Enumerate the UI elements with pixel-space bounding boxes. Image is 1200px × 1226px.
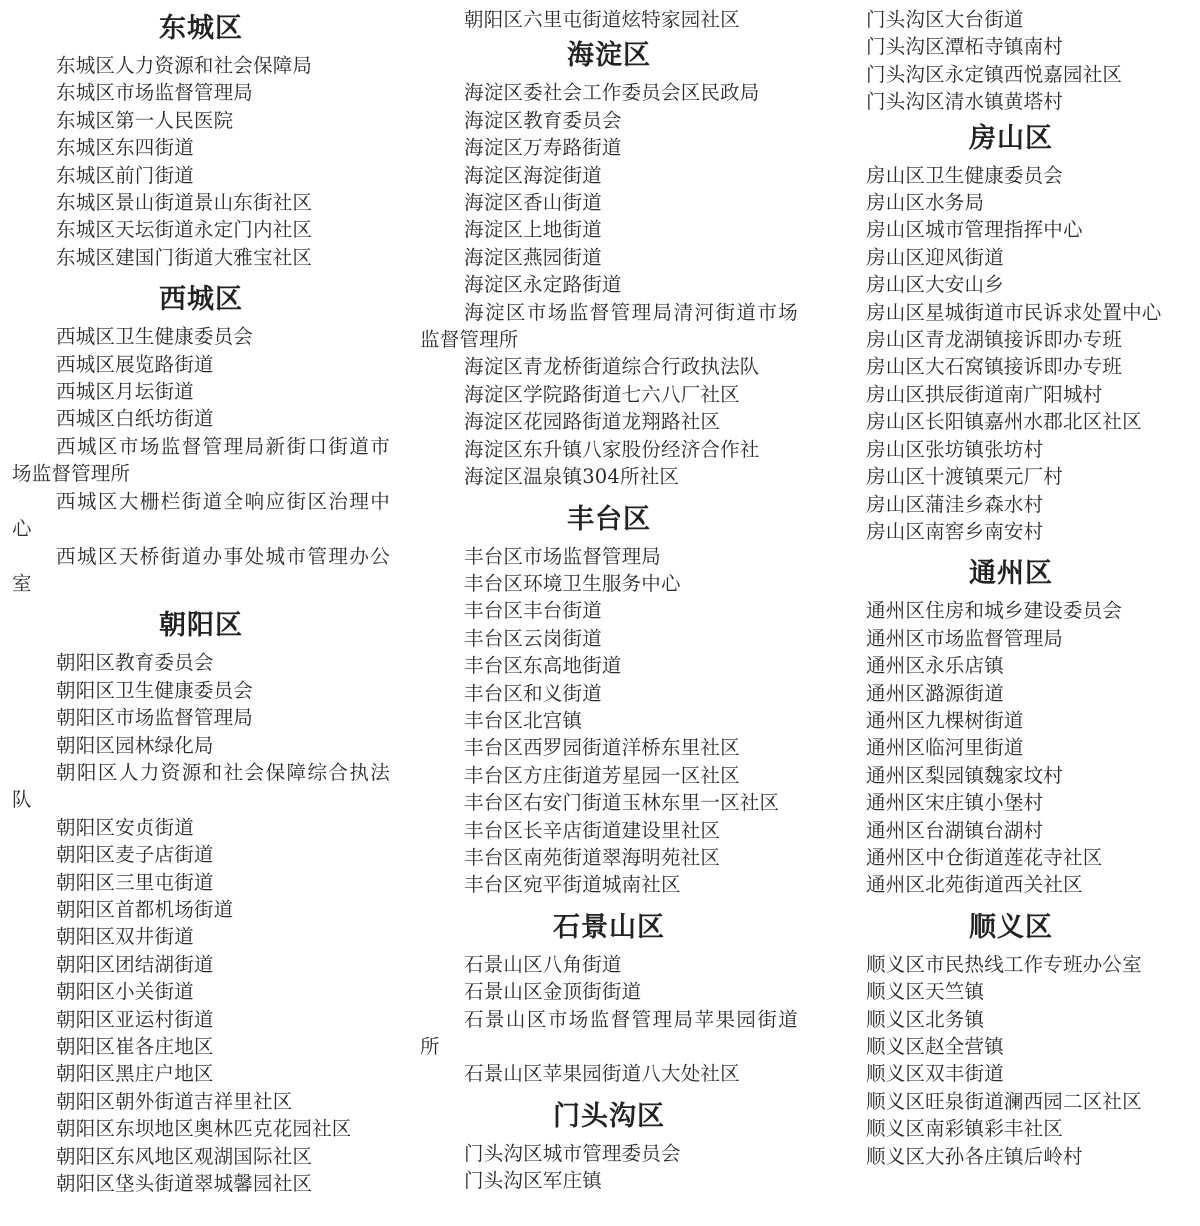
column-left: [12, 6, 390, 1203]
district-title: 门头沟区: [553, 1100, 665, 1132]
list-item: 房山区蒲洼乡森水村: [866, 492, 1044, 516]
district-section: [12, 277, 390, 597]
list-item: 海淀区东升镇八家股份经济合作社: [464, 437, 760, 461]
district-title: 顺义区: [969, 911, 1053, 943]
list-item: 门头沟区军庄镇: [464, 1169, 602, 1193]
list-item: 西城区月坛街道: [56, 380, 194, 404]
list-item: 通州区市场监督管理局: [866, 626, 1064, 650]
list-item: 丰台区环境卫生服务中心: [464, 571, 681, 595]
list-item: 海淀区青龙桥街道综合行政执法队: [464, 355, 760, 379]
list-item: 通州区潞源街道: [866, 681, 1004, 705]
list-item: 通州区梨园镇魏家坟村: [866, 763, 1064, 787]
list-item: 房山区水务局: [866, 191, 985, 215]
list-item: 房山区迎风街道: [866, 245, 1004, 269]
list-item: 西城区市场监督管理局新街口街道市场监督管理所: [12, 434, 390, 486]
list-item: 通州区台湖镇台湖村: [866, 818, 1044, 842]
district-section: [822, 905, 1200, 1170]
list-item: 海淀区教育委员会: [464, 108, 622, 132]
list-item: 朝阳区东风地区观湖国际社区: [56, 1144, 313, 1168]
list-item: 东城区市场监督管理局: [56, 81, 254, 105]
list-item: 门头沟区清水镇黄塔村: [866, 90, 1064, 114]
list-item: 顺义区大孙各庄镇后岭村: [866, 1144, 1083, 1168]
list-item: 西城区卫生健康委员会: [56, 325, 254, 349]
list-item: 朝阳区双井街道: [56, 925, 194, 949]
list-item: 朝阳区园林绿化局: [56, 733, 214, 757]
list-item: 丰台区长辛店街道建设里社区: [464, 818, 721, 842]
list-item: 房山区张坊镇张坊村: [866, 437, 1044, 461]
list-item: 通州区宋庄镇小堡村: [866, 791, 1044, 815]
district-title: 石景山区: [553, 911, 665, 943]
list-item: 石景山区金顶街街道: [464, 980, 642, 1004]
list-item: 东城区人力资源和社会保障局: [56, 54, 313, 77]
list-item: 朝阳区垡头街道翠城馨园社区: [56, 1172, 313, 1196]
list-item: 西城区大栅栏街道全响应街区治理中心: [12, 489, 390, 541]
list-item: 丰台区和义街道: [464, 681, 602, 705]
list-item: 朝阳区小关街道: [56, 980, 194, 1004]
list-item: 海淀区学院路街道七六八厂社区: [464, 382, 740, 406]
list-item: 顺义区赵全营镇: [866, 1035, 1004, 1058]
list-item: 门头沟区永定镇西悦嘉园社区: [866, 62, 1123, 86]
list-item: 朝阳区崔各庄地区: [56, 1035, 214, 1058]
district-section: [420, 33, 798, 490]
list-item: 西城区天桥街道办事处城市管理办公室: [12, 544, 390, 595]
list-item: 顺义区南彩镇彩丰社区: [866, 1117, 1064, 1141]
list-item: 海淀区花园路街道龙翔路社区: [464, 410, 721, 434]
list-item: 通州区九棵树街道: [866, 708, 1024, 732]
list-item: 朝阳区市场监督管理局: [56, 706, 254, 730]
district-title: 丰台区: [567, 503, 651, 535]
list-item: 石景山区苹果园街道八大处社区: [464, 1062, 740, 1086]
list-item: 房山区青龙湖镇接诉即办专班: [866, 328, 1123, 352]
district-title: 海淀区: [567, 40, 651, 72]
list-item: 顺义区市民热线工作专班办公室: [866, 952, 1142, 976]
list-item: 海淀区永定路街道: [464, 273, 622, 297]
district-title: 西城区: [159, 284, 243, 316]
district-section: [420, 905, 798, 1088]
list-item: 朝阳区朝外街道吉祥里社区: [56, 1089, 293, 1113]
district-title: 东城区: [159, 13, 243, 44]
list-item: 丰台区右安门街道玉林东里一区社区: [464, 791, 780, 815]
list-item: 顺义区北务镇: [866, 1007, 985, 1031]
list-item: 顺义区天竺镇: [866, 980, 985, 1004]
list-item: 通州区住房和城乡建设委员会: [866, 599, 1123, 623]
list-item: 丰台区宛平街道城南社区: [464, 873, 681, 897]
list-item: 顺义区双丰街道: [866, 1062, 1004, 1086]
list-item: 朝阳区团结湖街道: [56, 952, 214, 976]
district-section: [420, 497, 798, 899]
list-item: 房山区十渡镇栗元厂村: [866, 465, 1064, 489]
list-item: 东城区前门街道: [56, 163, 194, 187]
list-item: 朝阳区六里屯街道炫特家园社区: [464, 8, 740, 31]
list-item: 东城区第一人民医院: [56, 108, 234, 132]
list-item: 顺义区旺泉街道澜西园二区社区: [866, 1089, 1142, 1113]
list-item: 朝阳区麦子店街道: [56, 843, 214, 867]
district-title: 通州区: [969, 558, 1053, 590]
list-item: 石景山区八角街道: [464, 952, 622, 976]
list-item: 朝阳区亚运村街道: [56, 1007, 214, 1031]
list-item: 房山区城市管理指挥中心: [866, 218, 1083, 242]
district-title: 房山区: [969, 122, 1053, 154]
column-right: [822, 6, 1200, 1176]
list-item: 朝阳区人力资源和社会保障综合执法队: [12, 760, 390, 812]
list-item: 海淀区上地街道: [464, 218, 602, 242]
list-item: 丰台区北宫镇: [464, 708, 583, 732]
district-section: [12, 603, 390, 1197]
list-item: 丰台区南苑街道翠海明苑社区: [464, 845, 721, 869]
list-item: 丰台区西罗园街道洋桥东里社区: [464, 736, 740, 760]
list-item: 房山区卫生健康委员会: [866, 163, 1064, 187]
list-item: 门头沟区城市管理委员会: [464, 1141, 681, 1165]
list-item: 房山区拱辰街道南广阳城村: [866, 382, 1103, 406]
list-item: 朝阳区三里屯街道: [56, 870, 214, 894]
district-title: 朝阳区: [159, 610, 243, 642]
list-item: 朝阳区卫生健康委员会: [56, 678, 254, 702]
district-section: [822, 116, 1200, 546]
district-section: [12, 6, 390, 271]
list-item: 房山区星城街道市民诉求处置中心: [866, 300, 1162, 324]
list-item: 丰台区市场监督管理局: [464, 544, 662, 568]
list-item: 朝阳区黑庄户地区: [56, 1062, 214, 1086]
list-item: 通州区中仓街道莲花寺社区: [866, 845, 1103, 869]
list-item: 海淀区燕园街道: [464, 245, 602, 269]
list-item: 门头沟区大台街道: [866, 8, 1024, 31]
district-section: [822, 551, 1200, 898]
list-item: 西城区白纸坊街道: [56, 407, 214, 431]
list-item: 西城区展览路街道: [56, 352, 214, 376]
list-item: 丰台区方庄街道芳星园一区社区: [464, 763, 740, 787]
district-section: [420, 1094, 798, 1195]
list-item: 通州区永乐店镇: [866, 654, 1004, 678]
list-item: 海淀区万寿路街道: [464, 136, 622, 160]
list-item: 丰台区云岗街道: [464, 626, 602, 650]
list-item: 丰台区丰台街道: [464, 599, 602, 623]
list-item: 海淀区委社会工作委员会区民政局: [464, 81, 760, 105]
list-item: 海淀区香山街道: [464, 191, 602, 215]
list-item: 通州区临河里街道: [866, 736, 1024, 760]
list-item: 石景山区市场监督管理局苹果园街道所: [420, 1007, 798, 1058]
list-item: 房山区南窖乡南安村: [866, 519, 1044, 543]
list-item: 海淀区海淀街道: [464, 163, 602, 187]
list-item: 东城区建国门街道大雅宝社区: [56, 245, 313, 269]
list-item: 朝阳区安贞街道: [56, 815, 194, 839]
list-item: 房山区大石窝镇接诉即办专班: [866, 355, 1123, 379]
list-item: 通州区北苑街道西关社区: [866, 873, 1083, 897]
column-middle: [420, 6, 798, 1201]
list-item: 门头沟区潭柘寺镇南村: [866, 35, 1064, 59]
list-item: 海淀区市场监督管理局清河街道市场监督管理所: [420, 300, 798, 352]
list-item: 朝阳区首都机场街道: [56, 897, 234, 921]
list-item: 丰台区东高地街道: [464, 654, 622, 678]
list-item: 房山区长阳镇嘉州水郡北区社区: [866, 410, 1142, 434]
list-item: 东城区天坛街道永定门内社区: [56, 218, 313, 242]
list-item: 朝阳区东坝地区奥林匹克花园社区: [56, 1117, 352, 1141]
list-item: 房山区大安山乡: [866, 273, 1004, 297]
list-item: 东城区景山街道景山东街社区: [56, 191, 313, 215]
list-item: 朝阳区教育委员会: [56, 651, 214, 675]
list-item: 东城区东四街道: [56, 136, 194, 160]
list-item: 海淀区温泉镇304所社区: [464, 465, 680, 489]
